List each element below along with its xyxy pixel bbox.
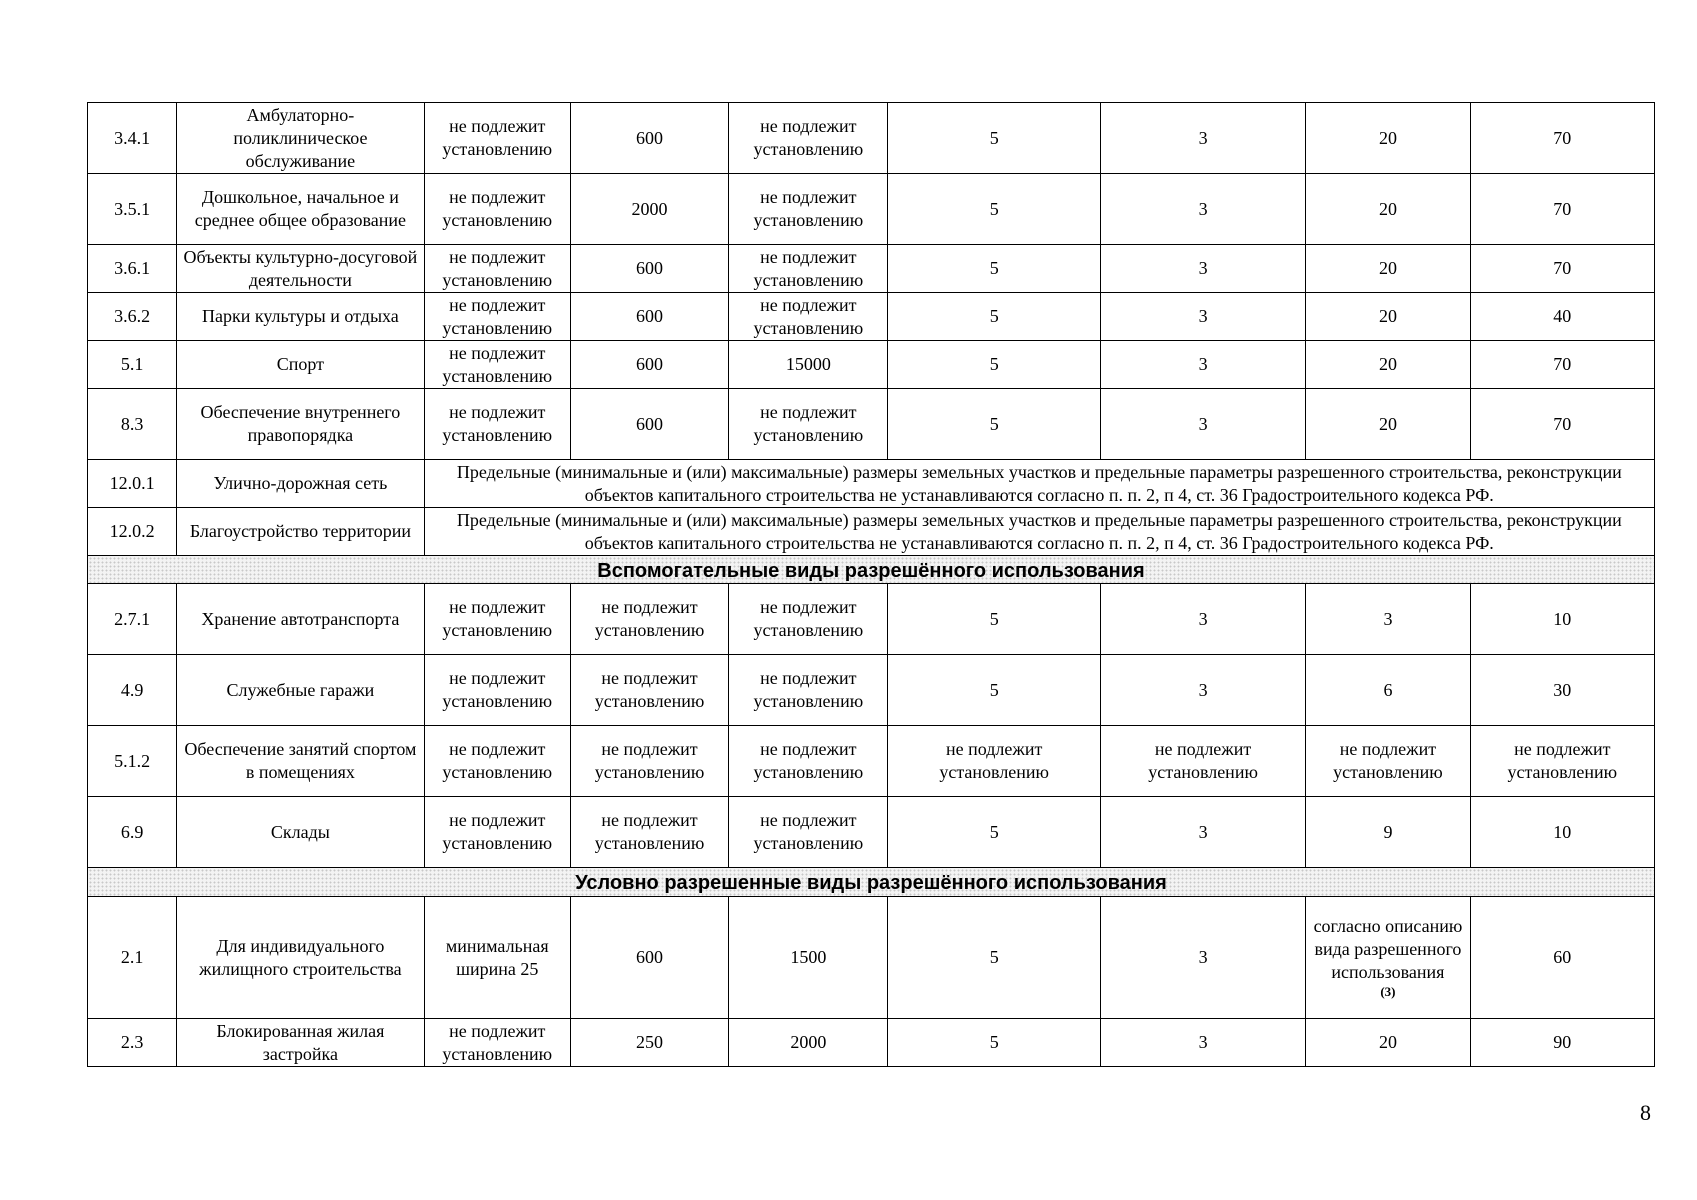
max-area: не подлежит установлению bbox=[729, 655, 888, 726]
use-code: 5.1.2 bbox=[88, 726, 177, 797]
plot-width: не подлежит установлению bbox=[424, 584, 570, 655]
front-indent: 5 bbox=[888, 341, 1100, 389]
use-name: Дошкольное, начальное и среднее общее образование bbox=[177, 174, 424, 245]
max-height: 20 bbox=[1306, 174, 1470, 245]
max-area: не подлежит установлению bbox=[729, 726, 888, 797]
side-indent: 3 bbox=[1100, 655, 1305, 726]
side-indent: 3 bbox=[1100, 389, 1305, 460]
front-indent: 5 bbox=[888, 1019, 1100, 1067]
table-row bbox=[88, 293, 1655, 341]
plot-width: не подлежит установлению bbox=[424, 174, 570, 245]
min-area: 600 bbox=[570, 103, 728, 174]
max-coverage: 90 bbox=[1470, 1019, 1654, 1067]
use-code: 3.6.1 bbox=[88, 245, 177, 293]
side-indent: 3 bbox=[1100, 174, 1305, 245]
max-height: 20 bbox=[1306, 1019, 1470, 1067]
max-height: 20 bbox=[1306, 389, 1470, 460]
conditional-section-title: Условно разрешенные виды разрешённого использования bbox=[88, 868, 1655, 897]
min-area: не подлежит установлению bbox=[570, 655, 728, 726]
side-indent: 3 bbox=[1100, 245, 1305, 293]
use-code: 3.4.1 bbox=[88, 103, 177, 174]
max-area: 2000 bbox=[729, 1019, 888, 1067]
use-code: 6.9 bbox=[88, 797, 177, 868]
max-area: не подлежит установлению bbox=[729, 245, 888, 293]
plot-width: не подлежит установлению bbox=[424, 1019, 570, 1067]
side-indent: 3 bbox=[1100, 897, 1305, 1019]
table-row bbox=[88, 508, 1655, 556]
use-name: Улично-дорожная сеть bbox=[177, 460, 424, 508]
min-area: 250 bbox=[570, 1019, 728, 1067]
use-code: 5.1 bbox=[88, 341, 177, 389]
page-number: 8 bbox=[1640, 1100, 1651, 1125]
max-area: не подлежит установлению bbox=[729, 103, 888, 174]
table-row bbox=[88, 897, 1655, 1019]
table-row bbox=[88, 245, 1655, 293]
table-row bbox=[88, 460, 1655, 508]
front-indent: 5 bbox=[888, 103, 1100, 174]
side-indent: 3 bbox=[1100, 584, 1305, 655]
min-area: 2000 bbox=[570, 174, 728, 245]
plot-width: минимальная ширина 25 bbox=[424, 897, 570, 1019]
max-area: 1500 bbox=[729, 897, 888, 1019]
max-area: не подлежит установлению bbox=[729, 174, 888, 245]
max-height: 20 bbox=[1306, 293, 1470, 341]
table-row bbox=[88, 174, 1655, 245]
max-height: 20 bbox=[1306, 245, 1470, 293]
table-row bbox=[88, 103, 1655, 174]
use-code: 3.6.2 bbox=[88, 293, 177, 341]
use-name: Спорт bbox=[177, 341, 424, 389]
table-row bbox=[88, 341, 1655, 389]
max-area: 15000 bbox=[729, 341, 888, 389]
max-area: не подлежит установлению bbox=[729, 293, 888, 341]
front-indent: 5 bbox=[888, 897, 1100, 1019]
side-indent: 3 bbox=[1100, 1019, 1305, 1067]
plot-width: не подлежит установлению bbox=[424, 293, 570, 341]
parameters-note: Предельные (минимальные и (или) максимальные) размеры земельных участков и предельные параметры разрешенного строительства, реконструкции объектов капитального строительства не устанавливаются согласно п. п. 2, п 4, ст. 36 Градостроительного кодекса РФ. bbox=[424, 460, 1654, 508]
max-coverage: 10 bbox=[1470, 797, 1654, 868]
front-indent: 5 bbox=[888, 584, 1100, 655]
side-indent: 3 bbox=[1100, 293, 1305, 341]
use-name: Хранение автотранспорта bbox=[177, 584, 424, 655]
max-coverage: 70 bbox=[1470, 389, 1654, 460]
use-code: 4.9 bbox=[88, 655, 177, 726]
use-code: 8.3 bbox=[88, 389, 177, 460]
plot-width: не подлежит установлению bbox=[424, 245, 570, 293]
min-area: 600 bbox=[570, 897, 728, 1019]
use-code: 12.0.1 bbox=[88, 460, 177, 508]
max-coverage: не подлежит установлению bbox=[1470, 726, 1654, 797]
max-coverage: 40 bbox=[1470, 293, 1654, 341]
use-code: 3.5.1 bbox=[88, 174, 177, 245]
side-indent: 3 bbox=[1100, 341, 1305, 389]
front-indent: 5 bbox=[888, 174, 1100, 245]
table-row bbox=[88, 655, 1655, 726]
section-header-row bbox=[88, 868, 1655, 897]
use-code: 12.0.2 bbox=[88, 508, 177, 556]
plot-width: не подлежит установлению bbox=[424, 655, 570, 726]
use-name: Амбулаторно-поликлиническое обслуживание bbox=[177, 103, 424, 174]
table-row bbox=[88, 584, 1655, 655]
max-area: не подлежит установлению bbox=[729, 584, 888, 655]
max-height: 3 bbox=[1306, 584, 1470, 655]
max-height: 6 bbox=[1306, 655, 1470, 726]
plot-width: не подлежит установлению bbox=[424, 103, 570, 174]
side-indent: не подлежит установлению bbox=[1100, 726, 1305, 797]
front-indent: 5 bbox=[888, 389, 1100, 460]
table-row bbox=[88, 1019, 1655, 1067]
table-row bbox=[88, 797, 1655, 868]
plot-width: не подлежит установлению bbox=[424, 726, 570, 797]
max-height: 20 bbox=[1306, 103, 1470, 174]
use-name: Блокированная жилая застройка bbox=[177, 1019, 424, 1067]
side-indent: 3 bbox=[1100, 103, 1305, 174]
max-area: не подлежит установлению bbox=[729, 797, 888, 868]
front-indent: 5 bbox=[888, 797, 1100, 868]
max-coverage: 60 bbox=[1470, 897, 1654, 1019]
max-coverage: 10 bbox=[1470, 584, 1654, 655]
use-name: Объекты культурно-досуговой деятельности bbox=[177, 245, 424, 293]
max-height-cell bbox=[1306, 897, 1470, 1019]
use-code: 2.7.1 bbox=[88, 584, 177, 655]
max-coverage: 70 bbox=[1470, 103, 1654, 174]
max-height: согласно описанию вида разрешенного использования bbox=[1313, 916, 1463, 982]
min-area: не подлежит установлению bbox=[570, 584, 728, 655]
use-code: 2.1 bbox=[88, 897, 177, 1019]
use-code: 2.3 bbox=[88, 1019, 177, 1067]
parameters-note: Предельные (минимальные и (или) максимальные) размеры земельных участков и предельные параметры разрешенного строительства, реконструкции объектов капитального строительства не устанавливаются согласно п. п. 2, п 4, ст. 36 Градостроительного кодекса РФ. bbox=[424, 508, 1654, 556]
max-area: не подлежит установлению bbox=[729, 389, 888, 460]
min-area: 600 bbox=[570, 341, 728, 389]
min-area: не подлежит установлению bbox=[570, 797, 728, 868]
use-name: Обеспечение внутреннего правопорядка bbox=[177, 389, 424, 460]
max-height: не подлежит установлению bbox=[1306, 726, 1470, 797]
min-area: 600 bbox=[570, 245, 728, 293]
use-name: Парки культуры и отдыха bbox=[177, 293, 424, 341]
use-name: Склады bbox=[177, 797, 424, 868]
plot-width: не подлежит установлению bbox=[424, 389, 570, 460]
front-indent: не подлежит установлению bbox=[888, 726, 1100, 797]
table-row bbox=[88, 726, 1655, 797]
use-name: Для индивидуального жилищного строительства bbox=[177, 897, 424, 1019]
side-indent: 3 bbox=[1100, 797, 1305, 868]
max-coverage: 70 bbox=[1470, 174, 1654, 245]
use-name: Благоустройство территории bbox=[177, 508, 424, 556]
plot-width: не подлежит установлению bbox=[424, 341, 570, 389]
min-area: 600 bbox=[570, 293, 728, 341]
min-area: 600 bbox=[570, 389, 728, 460]
footnote-marker: (3) bbox=[1380, 984, 1396, 999]
zoning-parameters-table bbox=[87, 102, 1655, 1067]
min-area: не подлежит установлению bbox=[570, 726, 728, 797]
section-header-row bbox=[88, 556, 1655, 584]
table-row bbox=[88, 389, 1655, 460]
use-name: Служебные гаражи bbox=[177, 655, 424, 726]
max-coverage: 70 bbox=[1470, 245, 1654, 293]
use-name: Обеспечение занятий спортом в помещениях bbox=[177, 726, 424, 797]
front-indent: 5 bbox=[888, 293, 1100, 341]
front-indent: 5 bbox=[888, 655, 1100, 726]
plot-width: не подлежит установлению bbox=[424, 797, 570, 868]
auxiliary-section-title: Вспомогательные виды разрешённого использования bbox=[88, 556, 1655, 584]
max-height: 9 bbox=[1306, 797, 1470, 868]
max-coverage: 30 bbox=[1470, 655, 1654, 726]
max-coverage: 70 bbox=[1470, 341, 1654, 389]
max-height: 20 bbox=[1306, 341, 1470, 389]
front-indent: 5 bbox=[888, 245, 1100, 293]
